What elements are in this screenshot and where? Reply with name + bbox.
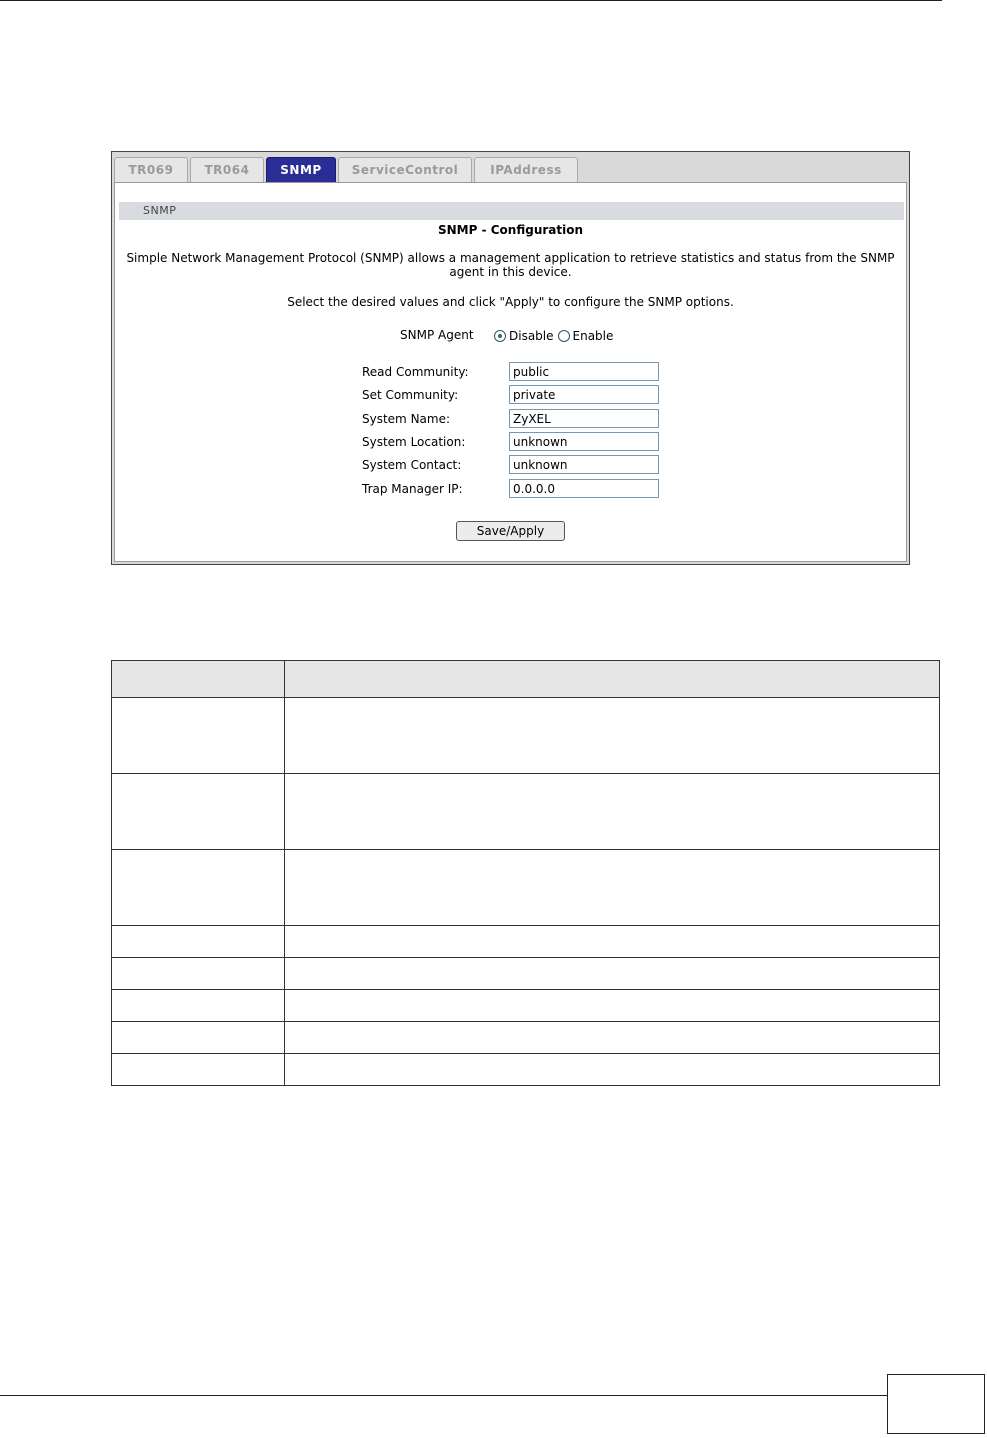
table-row <box>112 958 940 990</box>
agent-enable-label[interactable]: Enable <box>572 329 614 343</box>
table-header-row <box>112 661 940 698</box>
table-cell <box>285 926 940 958</box>
top-rule <box>0 0 942 1</box>
instruction-text: Select the desired values and click "Apply" to configure the SNMP options. <box>287 295 734 309</box>
tab-tr064[interactable]: TR064 <box>190 157 264 183</box>
trap-manager-ip-input[interactable] <box>509 479 659 498</box>
snmp-agent-label: SNMP Agent <box>400 328 474 342</box>
system-name-input[interactable] <box>509 409 659 428</box>
table-row <box>112 774 940 850</box>
system-contact-label: System Contact: <box>362 458 462 472</box>
table-header-cell <box>285 661 940 698</box>
table-cell <box>285 774 940 850</box>
description-text: Simple Network Management Protocol (SNMP) allows a management application to retrieve statistics and status from the SNMP agent in this device. <box>126 251 895 279</box>
system-contact-input[interactable] <box>509 455 659 474</box>
agent-disable-label[interactable]: Disable <box>509 329 554 343</box>
page-number-box <box>887 1374 985 1434</box>
table-cell <box>112 698 285 774</box>
table-row <box>112 1054 940 1086</box>
agent-disable-radio[interactable] <box>494 330 506 342</box>
set-community-input[interactable] <box>509 385 659 404</box>
table-cell <box>285 850 940 926</box>
snmp-screenshot <box>111 151 910 565</box>
trap-manager-ip-label: Trap Manager IP: <box>362 482 463 496</box>
table-cell <box>285 990 940 1022</box>
system-location-label: System Location: <box>362 435 466 449</box>
system-name-label: System Name: <box>362 412 451 426</box>
save-apply-button[interactable]: Save/Apply <box>456 521 565 541</box>
panel-header: SNMP <box>119 202 904 220</box>
table-cell <box>112 774 285 850</box>
table-cell <box>112 926 285 958</box>
table-cell <box>112 1022 285 1054</box>
set-community-label: Set Community: <box>362 388 459 402</box>
table-cell <box>285 698 940 774</box>
tab-servicecontrol[interactable]: ServiceControl <box>338 157 472 183</box>
footer-rule <box>0 1395 887 1396</box>
table-cell <box>112 990 285 1022</box>
table-cell <box>112 958 285 990</box>
table-cell <box>112 1054 285 1086</box>
read-community-label: Read Community: <box>362 365 469 379</box>
table-row <box>112 698 940 774</box>
table-cell <box>285 958 940 990</box>
table-row <box>112 1022 940 1054</box>
agent-enable-radio[interactable] <box>558 330 570 342</box>
tab-snmp[interactable]: SNMP <box>266 157 336 183</box>
table-cell <box>285 1022 940 1054</box>
page-title: SNMP - Configuration <box>437 223 584 237</box>
table-row <box>112 990 940 1022</box>
table-header-cell <box>112 661 285 698</box>
system-location-input[interactable] <box>509 432 659 451</box>
tab-ipaddress[interactable]: IPAddress <box>474 157 578 183</box>
field-description-table <box>111 660 940 1086</box>
read-community-input[interactable] <box>509 362 659 381</box>
table-row <box>112 926 940 958</box>
table-cell <box>112 850 285 926</box>
table-row <box>112 850 940 926</box>
tab-tr069[interactable]: TR069 <box>114 157 188 183</box>
table-cell <box>285 1054 940 1086</box>
snmp-agent-radios <box>494 329 617 343</box>
snmp-panel <box>114 182 907 562</box>
